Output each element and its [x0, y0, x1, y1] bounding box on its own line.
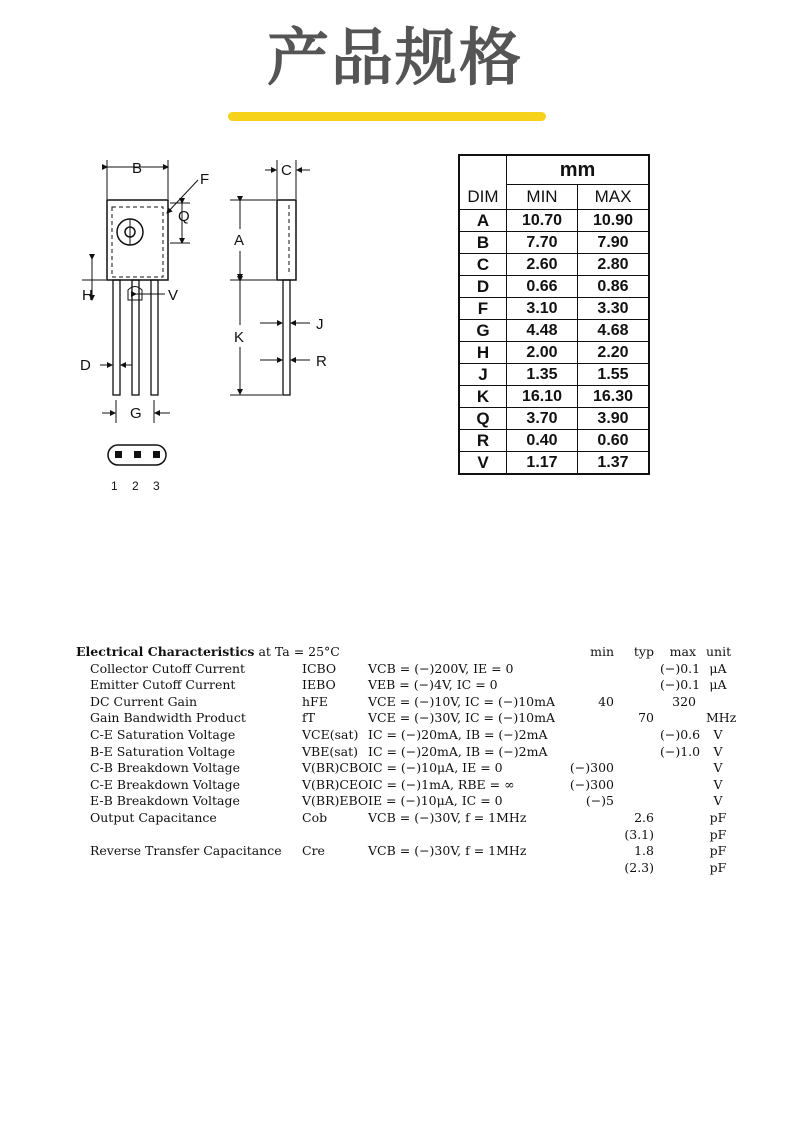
dimension-row	[459, 298, 649, 320]
pin-3-label: 3	[153, 479, 160, 493]
param-symbol: Cre	[302, 843, 325, 859]
max-cell: 16.30	[578, 386, 650, 408]
dim-cell: J	[459, 364, 507, 386]
param-symbol: fT	[302, 710, 315, 726]
unit-value: μA	[709, 660, 727, 676]
electrical-condition: at Ta = 25°C	[258, 644, 340, 659]
typ-value: (2.3)	[624, 859, 654, 875]
test-condition: VCE = (−)30V, IC = (−)10mA	[368, 710, 555, 726]
dim-cell: Q	[459, 408, 507, 430]
electrical-row	[76, 727, 756, 744]
dim-cell: K	[459, 386, 507, 408]
col-min: MIN	[507, 185, 578, 210]
dimension-rows	[459, 210, 649, 475]
test-condition: IC = (−)20mA, IB = (−)2mA	[368, 726, 548, 742]
min-cell: 0.40	[507, 430, 578, 452]
dim-cell: A	[459, 210, 507, 232]
param-name: Collector Cutoff Current	[90, 660, 246, 676]
max-cell: 3.90	[578, 408, 650, 430]
min-value: (−)300	[569, 776, 614, 792]
dim-cell: C	[459, 254, 507, 276]
param-symbol: V(BR)EBO	[302, 793, 369, 809]
electrical-title: Electrical Characteristics	[76, 644, 255, 659]
min-cell: 2.60	[507, 254, 578, 276]
dimension-row	[459, 430, 649, 452]
electrical-row	[76, 860, 756, 877]
electrical-row	[76, 677, 756, 694]
col-unit-header: unit	[706, 644, 732, 659]
electrical-row	[76, 694, 756, 711]
param-name: Output Capacitance	[90, 809, 217, 825]
param-symbol: hFE	[302, 693, 328, 709]
max-cell: 2.80	[578, 254, 650, 276]
param-symbol: ICBO	[302, 660, 337, 676]
param-name: DC Current Gain	[90, 693, 198, 709]
electrical-row	[76, 744, 756, 761]
typ-value: 1.8	[634, 843, 654, 859]
test-condition: VEB = (−)4V, IC = 0	[368, 677, 498, 693]
electrical-row	[76, 760, 756, 777]
max-value: (−)0.1	[660, 660, 701, 676]
min-cell: 7.70	[507, 232, 578, 254]
min-cell: 0.66	[507, 276, 578, 298]
title-underline	[228, 112, 546, 121]
package-outline-drawing	[70, 155, 360, 500]
max-cell: 0.60	[578, 430, 650, 452]
unit-value: pF	[709, 843, 727, 859]
col-max-header: max	[669, 644, 696, 659]
dimension-row	[459, 342, 649, 364]
test-condition: VCB = (−)200V, IE = 0	[368, 660, 514, 676]
electrical-header	[76, 644, 756, 661]
unit-value: V	[713, 743, 723, 759]
unit-value: pF	[709, 809, 727, 825]
max-value: 320	[672, 693, 696, 709]
test-condition: VCB = (−)30V, f = 1MHz	[368, 843, 527, 859]
min-cell: 3.10	[507, 298, 578, 320]
dim-cell: V	[459, 452, 507, 475]
test-condition: VCB = (−)30V, f = 1MHz	[368, 809, 527, 825]
test-condition: IE = (−)10μA, IC = 0	[368, 793, 503, 809]
min-cell: 16.10	[507, 386, 578, 408]
param-name: B-E Saturation Voltage	[90, 743, 236, 759]
param-name: Emitter Cutoff Current	[90, 677, 236, 693]
electrical-row	[76, 827, 756, 844]
min-value: 40	[598, 693, 614, 709]
param-name: C-B Breakdown Voltage	[90, 760, 241, 776]
unit-header: mm	[507, 155, 650, 185]
electrical-row	[76, 810, 756, 827]
dim-label-k: K	[234, 329, 245, 346]
unit-value: pF	[709, 826, 727, 842]
min-cell: 1.35	[507, 364, 578, 386]
max-value: (−)1.0	[660, 743, 701, 759]
param-name: C-E Saturation Voltage	[90, 726, 236, 742]
unit-value: V	[713, 726, 723, 742]
min-value: (−)5	[585, 793, 614, 809]
unit-value: MHz	[706, 710, 737, 726]
dimension-row	[459, 232, 649, 254]
dim-label-a: A	[234, 232, 245, 249]
test-condition: IC = (−)1mA, RBE = ∞	[368, 776, 515, 792]
dimension-row	[459, 408, 649, 430]
dim-cell: H	[459, 342, 507, 364]
param-symbol: Cob	[302, 809, 328, 825]
min-cell: 2.00	[507, 342, 578, 364]
max-cell: 7.90	[578, 232, 650, 254]
dim-cell: B	[459, 232, 507, 254]
max-value: (−)0.1	[660, 677, 701, 693]
col-typ-header: typ	[633, 644, 654, 659]
max-value: (−)0.6	[660, 726, 701, 742]
param-name: Reverse Transfer Capacitance	[90, 843, 282, 859]
dimension-row	[459, 386, 649, 408]
unit-value: μA	[709, 677, 727, 693]
dim-label-v: V	[168, 287, 179, 304]
min-cell: 3.70	[507, 408, 578, 430]
typ-value: 2.6	[634, 809, 654, 825]
dim-label-g: G	[130, 405, 142, 422]
dimension-row	[459, 276, 649, 298]
dim-label-j: J	[316, 316, 324, 333]
electrical-rows	[76, 661, 756, 877]
dim-cell: G	[459, 320, 507, 342]
param-name: E-B Breakdown Voltage	[90, 793, 240, 809]
min-cell: 4.48	[507, 320, 578, 342]
dimension-table	[458, 154, 650, 475]
electrical-row	[76, 793, 756, 810]
dim-label-r: R	[316, 353, 327, 370]
param-name: Gain Bandwidth Product	[90, 710, 246, 726]
max-cell: 10.90	[578, 210, 650, 232]
electrical-row	[76, 843, 756, 860]
test-condition: VCE = (−)10V, IC = (−)10mA	[368, 693, 555, 709]
min-value: (−)300	[569, 760, 614, 776]
param-symbol: V(BR)CBO	[302, 760, 369, 776]
test-condition: IC = (−)20mA, IB = (−)2mA	[368, 743, 548, 759]
electrical-characteristics	[76, 644, 756, 876]
col-max: MAX	[578, 185, 650, 210]
min-cell: 1.17	[507, 452, 578, 475]
unit-value: V	[713, 776, 723, 792]
param-symbol: VCE(sat)	[302, 726, 359, 742]
typ-value: 70	[638, 710, 654, 726]
dim-cell: R	[459, 430, 507, 452]
test-condition: IC = (−)10μA, IE = 0	[368, 760, 503, 776]
param-symbol: IEBO	[302, 677, 336, 693]
param-name: C-E Breakdown Voltage	[90, 776, 240, 792]
col-min-header: min	[590, 644, 614, 659]
dim-label-h: H	[82, 287, 93, 304]
min-cell: 10.70	[507, 210, 578, 232]
dim-label-c: C	[281, 162, 292, 179]
dim-label-d: D	[80, 357, 91, 374]
pin-2-label: 2	[132, 479, 139, 493]
electrical-row	[76, 777, 756, 794]
unit-value: V	[713, 760, 723, 776]
dim-label-q: Q	[178, 208, 190, 225]
dimension-row	[459, 364, 649, 386]
param-symbol: VBE(sat)	[302, 743, 358, 759]
max-cell: 3.30	[578, 298, 650, 320]
max-cell: 1.37	[578, 452, 650, 475]
electrical-row	[76, 661, 756, 678]
dim-label-f: F	[200, 171, 210, 188]
page-title: 产品规格	[266, 21, 523, 94]
dim-cell: D	[459, 276, 507, 298]
dimension-row	[459, 452, 649, 475]
pin-1-label: 1	[111, 479, 118, 493]
unit-value: pF	[709, 859, 727, 875]
dim-cell: F	[459, 298, 507, 320]
max-cell: 4.68	[578, 320, 650, 342]
param-symbol: V(BR)CEO	[302, 776, 369, 792]
typ-value: (3.1)	[624, 826, 654, 842]
dimension-row	[459, 254, 649, 276]
dim-label-b: B	[132, 160, 143, 177]
col-dim: DIM	[459, 185, 507, 210]
unit-value: V	[713, 793, 723, 809]
max-cell: 2.20	[578, 342, 650, 364]
max-cell: 0.86	[578, 276, 650, 298]
dimension-row	[459, 320, 649, 342]
electrical-row	[76, 710, 756, 727]
max-cell: 1.55	[578, 364, 650, 386]
dimension-row	[459, 210, 649, 232]
